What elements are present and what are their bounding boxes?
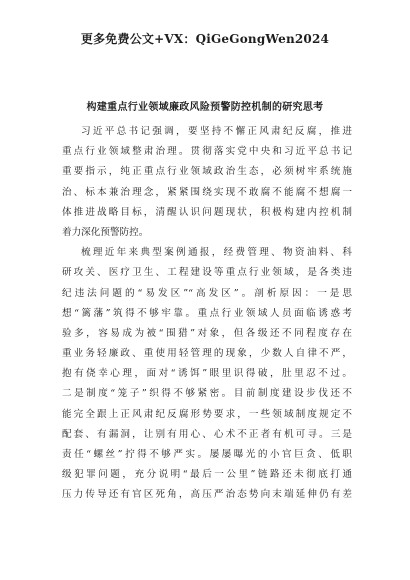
text-line: 想“篱藩”筑得不够牢靠。重点行业领域人员面临诱惑考 bbox=[62, 307, 352, 319]
paragraph bbox=[62, 122, 352, 243]
text-line: 配套、有漏洞，让别有用心、心术不正者有机可寻。三是 bbox=[62, 428, 352, 440]
text-line: 重点行业领域整肃治理。贯彻落实党中央和习近平总书记 bbox=[62, 146, 352, 158]
text-line: 体推进战略目标，清醒认识问题现状，积极构建内控机制 bbox=[62, 206, 352, 218]
text-line: 研攻关、医疗卫生、工程建设等重点行业领域，是各类违 bbox=[62, 267, 352, 279]
document-body bbox=[62, 122, 352, 506]
text-line: 纪违法问题的“易发区”“高发区”。剖析原因：一是思 bbox=[62, 287, 352, 299]
text-line: 能完全跟上正风肃纪反腐形势要求，一些领域制度规定不 bbox=[62, 408, 352, 420]
text-line: 级犯罪问题，充分说明“最后一公里”链路还未彻底打通 bbox=[62, 469, 352, 481]
text-line: 着力深化预警防控。 bbox=[62, 226, 149, 238]
paragraph bbox=[62, 243, 352, 505]
text-line: 抱有侥幸心理，面对“诱饵”眼里识得破，肚里忍不过。 bbox=[62, 368, 352, 380]
text-line: 治、标本兼治理念，紧紧围绕实现不敢腐不能腐不想腐一 bbox=[62, 186, 352, 198]
text-line: 重业务轻廉政、重使用轻管理的现象，少数人自律不严， bbox=[62, 348, 352, 360]
text-line: 压力传导还有官区死角，高压严治态势向末端延伸仍有差 bbox=[62, 489, 352, 501]
page-header: 更多免费公文+VX：QiGeGongWen2024 bbox=[80, 32, 330, 46]
document-title: 构建重点行业领域廉政风险预警防控机制的研究思考 bbox=[86, 102, 324, 113]
text-line: 习近平总书记强调，要坚持不懈正风肃纪反腐，推进 bbox=[81, 126, 352, 137]
text-line: 重要指示，纯正重点行业领域政治生态，必须树牢系统施 bbox=[62, 166, 352, 178]
text-line: 责任“螺丝”拧得不够严实。屡屡曝光的小官巨贪、低职 bbox=[62, 449, 352, 460]
text-line: 验多，容易成为被“围猎”对象，但各级还不同程度存在 bbox=[62, 327, 352, 339]
text-line: 二是制度“笼子”织得不够紧密。目前制度建设步伐还不 bbox=[62, 388, 352, 400]
text-line: 梳理近年来典型案例通报，经费管理、物资油料、科 bbox=[81, 247, 352, 259]
